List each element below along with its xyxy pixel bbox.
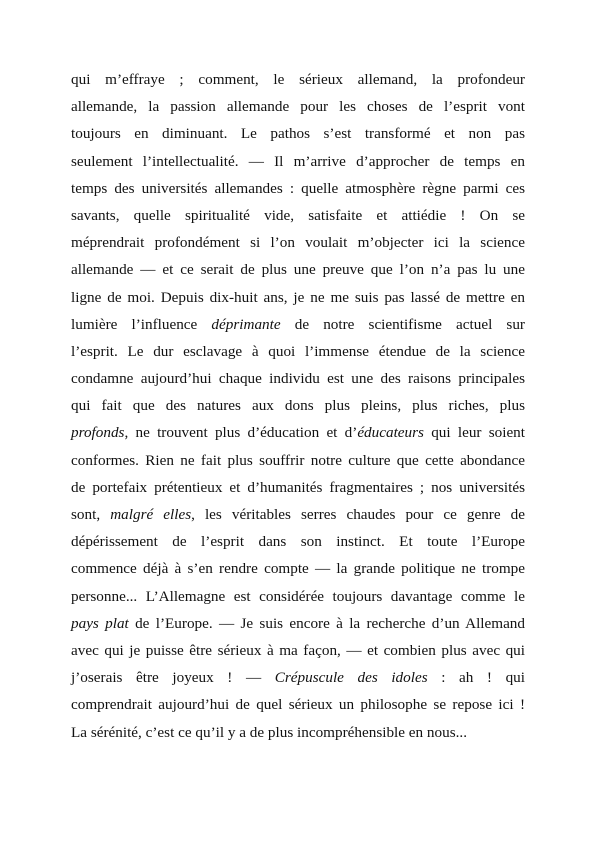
text-segment: j’oserais être joyeux ! — — [71, 669, 275, 687]
text-segment: ligne de moi. Depuis dix-huit ans, je ne me suis pas lassé de mettre en — [71, 288, 525, 306]
text-segment: sont, — [71, 506, 111, 523]
italic-text-segment: malgré elles — [110, 506, 192, 523]
italic-text-segment: profonds — [71, 424, 125, 442]
text-segment: personne... L’Allemagne est considérée toujours davantage comme le — [71, 587, 525, 605]
italic-text-segment: déprimante — [211, 315, 281, 333]
text-line — [71, 229, 525, 256]
text-line — [71, 148, 525, 175]
text-segment: toujours en diminuant. Le pathos s’est transformé et non pas — [71, 125, 525, 143]
text-line — [71, 474, 525, 501]
text-segment: qui leur soient — [423, 424, 525, 442]
text-line — [71, 419, 525, 446]
text-line — [71, 501, 525, 528]
text-segment: La sérénité, c’est ce qu’il y a de plus incompréhensible en nous... — [71, 723, 468, 741]
text-segment: savants, quelle spiritualité vide, satisfaite et attiédie ! On se — [71, 206, 525, 224]
text-line — [71, 583, 525, 610]
text-line — [71, 392, 525, 419]
italic-text-segment: Crépuscule des idoles — [274, 669, 428, 687]
text-line — [71, 256, 525, 283]
text-segment: commence déjà à s’en rendre compte — la grande politique ne trompe — [71, 560, 525, 578]
text-segment: : ah ! qui — [427, 669, 525, 687]
text-line — [71, 664, 525, 691]
text-line — [71, 719, 525, 746]
text-line — [71, 93, 525, 120]
text-line — [71, 555, 525, 582]
text-segment: allemande, la passion allemande pour les choses de l’esprit vont — [71, 98, 525, 116]
text-line — [71, 175, 525, 202]
text-line — [71, 365, 525, 392]
text-line — [71, 284, 525, 311]
text-segment: dépérissement de l’esprit dans son instinct. Et toute l’Europe — [71, 533, 525, 551]
text-segment: comprendrait aujourd’hui de quel sérieux un philosophe se repose ici ! — [71, 696, 525, 714]
text-line — [71, 528, 525, 555]
text-line — [71, 202, 525, 229]
text-segment: , les véritables serres chaudes pour ce genre de — [191, 506, 526, 523]
text-segment: avec qui je puisse être sérieux à ma façon, — et combien plus avec qui — [71, 641, 525, 659]
text-segment: de portefaix prétentieux et d’humanités fragmentaires ; nos universités — [71, 478, 525, 496]
text-segment: méprendrait profondément si l’on voulait m’objecter ici la science — [71, 234, 525, 252]
text-line — [71, 691, 525, 718]
italic-text-segment: pays plat — [71, 614, 129, 632]
text-line — [71, 447, 525, 474]
text-line — [71, 637, 525, 664]
text-segment: , ne trouvent plus d’éducation et d’ — [124, 424, 358, 442]
text-segment: de l’Europe. — Je suis encore à la recherche d’un Allemand — [128, 614, 525, 632]
text-line — [71, 338, 525, 365]
body-text — [71, 66, 525, 746]
text-segment: l’esprit. Le dur esclavage à quoi l’immense étendue de la science — [71, 342, 525, 360]
text-line — [71, 120, 525, 147]
text-line — [71, 610, 525, 637]
text-segment: temps des universités allemandes : quelle atmosphère règne parmi ces — [71, 179, 525, 197]
text-segment: lumière l’influence — [71, 315, 212, 333]
text-segment: condamne aujourd’hui chaque individu est une des raisons principales — [71, 370, 525, 388]
text-segment: seulement l’intellectualité. — Il m’arrive d’approcher de temps en — [71, 152, 525, 170]
text-segment: allemande — et ce serait de plus une preuve que l’on n’a pas lu une — [71, 261, 525, 279]
text-segment: qui fait que des natures aux dons plus pleins, plus riches, plus — [71, 397, 525, 415]
text-segment: conformes. Rien ne fait plus souffrir notre culture que cette abondance — [71, 451, 525, 469]
text-line — [71, 66, 525, 93]
text-line — [71, 311, 525, 338]
text-segment: qui m’effraye ; comment, le sérieux allemand, la profondeur — [71, 71, 525, 88]
italic-text-segment: éducateurs — [357, 424, 424, 442]
text-segment: de notre scientifisme actuel sur — [280, 315, 525, 333]
